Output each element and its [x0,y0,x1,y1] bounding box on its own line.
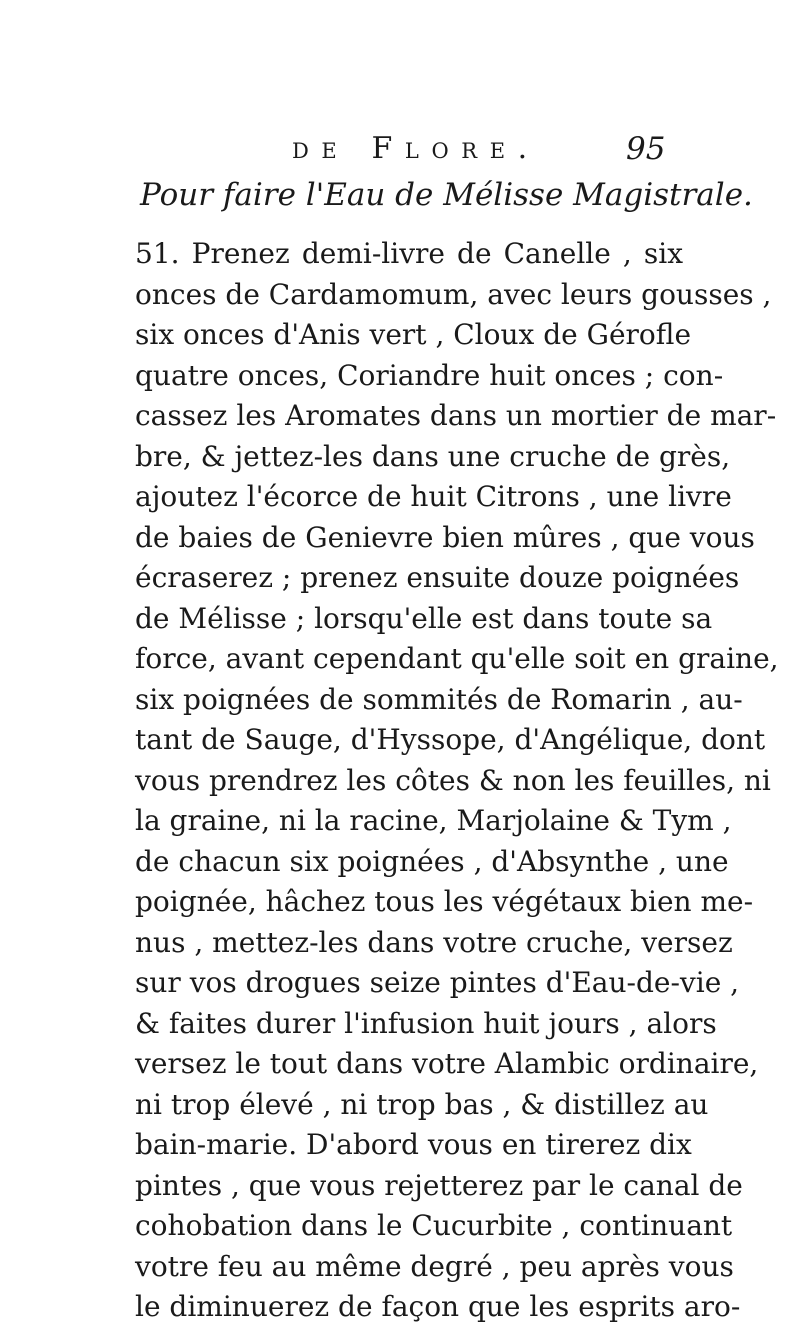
text-line: quatre onces, Coriandre huit onces ; con- [135,358,724,392]
text-line: versez le tout dans votre Alambic ordinaire, [135,1047,759,1080]
text-line: vous prendrez les côtes & non les feuilles, ni [135,763,771,797]
text-line: nus , mettez-les dans votre cruche, versez [135,925,733,959]
section-title: Pour faire l'Eau de Mélisse Magistrale. [140,177,753,213]
page-number: 95 [626,131,666,167]
text-line: cohobation dans le Cucurbite , continuant [135,1209,733,1242]
text-line: six onces d'Anis vert , Cloux de Gérofle [135,318,692,351]
text-line: pintes , que vous rejetterez par le canal de [135,1168,743,1202]
text-line: bain-marie. D'abord vous en tirerez dix [135,1128,692,1161]
text-line: le diminuerez de façon que les esprits aro- [135,1290,741,1323]
text-line: écraserez ; prenez ensuite douze poignées [135,561,740,594]
text-line: votre feu au même degré , peu après vous [135,1249,734,1283]
text-line: bre, & jettez-les dans une cruche de grès, [135,439,731,473]
text-line: de chacun six poignées , d'Absynthe , une [135,844,729,878]
text-line: onces de Cardamomum, avec leurs gousses , [135,277,772,311]
running-head: de Flore. [292,131,540,166]
text-line: sur vos drogues seize pintes d'Eau-de-vie , [135,966,740,999]
text-line: poignée, hâchez tous les végétaux bien me- [135,885,754,918]
body-text [135,234,779,1328]
text-line: tant de Sauge, d'Hyssope, d'Angélique, dont [135,723,766,756]
text-line: de Mélisse ; lorsqu'elle est dans toute sa [135,601,713,635]
text-line: cassez les Aromates dans un mortier de mar- [135,399,777,432]
text-line: six poignées de sommités de Romarin , au- [135,682,743,716]
text-line: force, avant cependant qu'elle soit en graine, [135,642,779,675]
text-line: & faites durer l'infusion huit jours , alors [135,1006,717,1040]
text-line: la graine, ni la racine, Marjolaine & Tym , [135,804,732,837]
text-line: de baies de Genievre bien mûres , que vous [135,520,755,554]
text-line: ni trop élevé , ni trop bas , & distillez au [135,1087,709,1121]
text-line: 51. Prenez demi-livre de Canelle , six [135,237,683,270]
text-line: ajoutez l'écorce de huit Citrons , une livre [135,480,732,513]
